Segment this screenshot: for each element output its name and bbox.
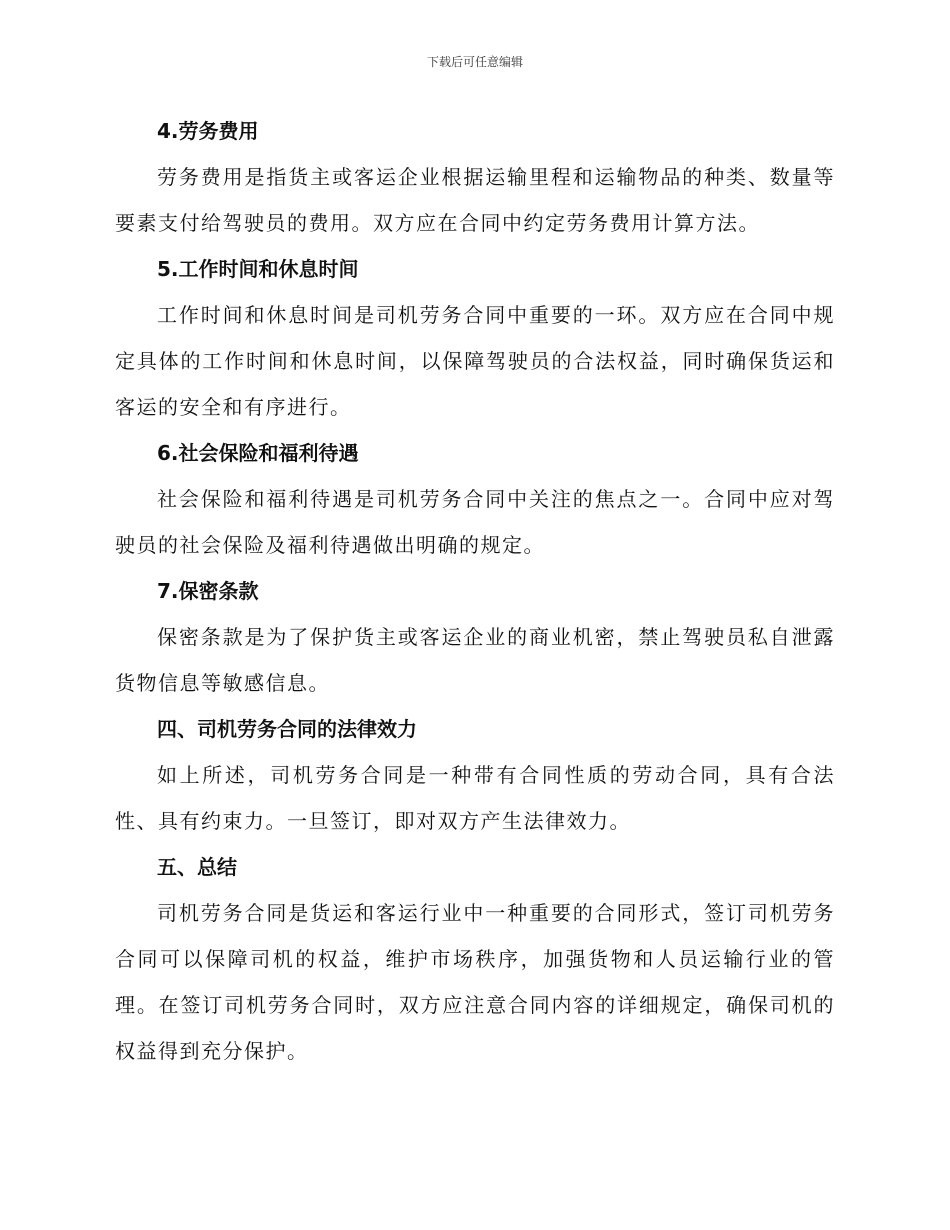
section-heading-labor-fee: 4.劳务费用 [157, 119, 259, 143]
page-header: 下载后可任意编辑 [426, 55, 523, 69]
section-heading-legal-effect: 四、司机劳务合同的法律效力 [157, 717, 417, 741]
section-paragraph-legal-effect: 如上所述，司机劳务合同是一种带有合同性质的劳动合同，具有合法性、具有约束力。一旦签订，即对双方产生法律效力。 [115, 763, 835, 833]
section-paragraph-work-hours: 工作时间和休息时间是司机劳务合同中重要的一环。双方应在合同中规定具体的工作时间和休息时间，以保障驾驶员的合法权益，同时确保货运和客运的安全和有序进行。 [115, 303, 835, 419]
section-paragraph-labor-fee: 劳务费用是指货主或客运企业根据运输里程和运输物品的种类、数量等要素支付给驾驶员的费用。双方应在合同中约定劳务费用计算方法。 [115, 165, 835, 235]
section-paragraph-confidentiality: 保密条款是为了保护货主或客运企业的商业机密，禁止驾驶员私自泄露货物信息等敏感信息。 [115, 625, 835, 695]
section-heading-work-hours: 5.工作时间和休息时间 [157, 257, 359, 281]
section-heading-social-insurance: 6.社会保险和福利待遇 [157, 441, 359, 465]
document-body [115, 108, 835, 1074]
section-paragraph-summary: 司机劳务合同是货运和客运行业中一种重要的合同形式，签订司机劳务合同可以保障司机的权益，维护市场秩序，加强货物和人员运输行业的管理。在签订司机劳务合同时，双方应注意合同内容的详细规定，确保司机的权益得到充分保护。 [115, 901, 835, 1063]
section-heading-confidentiality: 7.保密条款 [157, 579, 259, 603]
section-heading-summary: 五、总结 [157, 855, 237, 879]
section-paragraph-social-insurance: 社会保险和福利待遇是司机劳务合同中关注的焦点之一。合同中应对驾驶员的社会保险及福利待遇做出明确的规定。 [115, 487, 835, 557]
